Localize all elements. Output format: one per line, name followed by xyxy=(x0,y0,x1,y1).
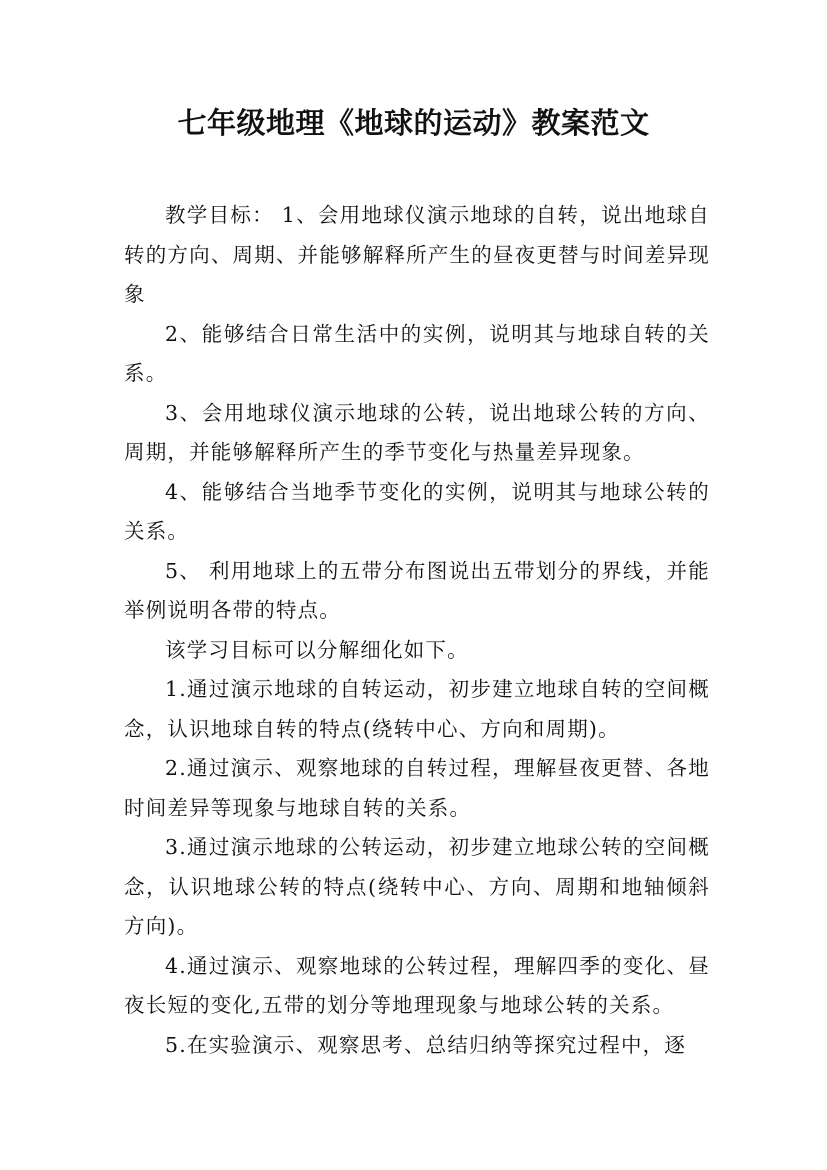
paragraph-detail-2: 2.通过演示、观察地球的自转过程，理解昼夜更替、各地时间差异等现象与地球自转的关系。 xyxy=(124,756,710,820)
paragraph-objective-5: 5、 利用地球上的五带分布图说出五带划分的界线，并能举例说明各带的特点。 xyxy=(124,558,710,622)
paragraph-detail-1: 1.通过演示地球的自转运动，初步建立地球自转的空间概念，认识地球自转的特点(绕转中心、方向和周期)。 xyxy=(124,677,710,741)
paragraph-objectives-intro: 教学目标： 1、会用地球仪演示地球的自转，说出地球自转的方向、周期、并能够解释所产生的昼夜更替与时间差异现象 xyxy=(124,203,710,306)
paragraph-objective-3: 3、会用地球仪演示地球的公转，说出地球公转的方向、周期，并能够解释所产生的季节变化与热量差异现象。 xyxy=(124,400,710,464)
document-title: 七年级地理《地球的运动》教案范文 xyxy=(177,106,650,140)
paragraph-objective-4: 4、能够结合当地季节变化的实例，说明其与地球公转的关系。 xyxy=(124,479,710,543)
paragraph-objective-2: 2、能够结合日常生活中的实例，说明其与地球自转的关系。 xyxy=(124,321,710,385)
paragraph-detail-3: 3.通过演示地球的公转运动，初步建立地球公转的空间概念，认识地球公转的特点(绕转中心、方向、周期和地轴倾斜方向)。 xyxy=(124,835,710,938)
document-body xyxy=(124,196,710,1065)
paragraph-breakdown-intro: 该学习目标可以分解细化如下。 xyxy=(165,637,469,662)
paragraph-detail-4: 4.通过演示、观察地球的公转过程，理解四季的变化、昼夜长短的变化,五带的划分等地理现象与地球公转的关系。 xyxy=(124,953,710,1017)
paragraph-detail-5: 5.在实验演示、观察思考、总结归纳等探究过程中，逐 xyxy=(165,1032,687,1057)
